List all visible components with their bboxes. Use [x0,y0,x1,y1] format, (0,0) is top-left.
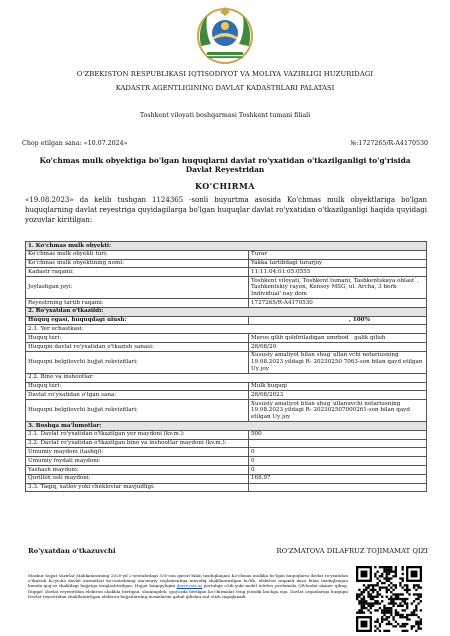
document-number: №:1727265/R-A4170530 [350,140,428,147]
table-row: 3.3. Taqiq, xatlov yoki cheklovlar mavjudligi: [26,483,427,492]
table-row: Huquq turi: Meros qilib qoldiriladigan umrbod galik qilish [26,334,427,343]
table-row: Umumiy maydoni (tashqi): 0 [26,448,427,457]
table-row: Joylashgan joyi: Toshkent viloyati, Toshkent tumani, Tashkentskaya oblast`, Tashkentskiy rayon, Kensoy MSG, ul. Archa, 3 berk Individual' nay dom [26,277,427,299]
table-row: Huquqni davlat ro'yxatidan o'tkazish sanasi: 28/08/20 [26,343,427,352]
print-date: Chop etilgan sana: «10.07.2024» [22,140,128,147]
registry-table [25,241,427,492]
table-row: Reyestrning tartib raqami: 1727265/R-A4170530 [26,299,427,308]
section-1-header: 1. Ko'chmas mulk obyekti: [26,242,427,251]
table-row: Huquqni belgilovchi hujjat rekvizitlari: Xususiy amaliyot bilan shug`ullan vchi notariusning 19.08.2023 yildagi R- 20230250 7063-son bilan qayd etilgan Uy joy ` [26,351,427,373]
section-3-header: 3. Boshqa ma'lumotlar: [26,422,427,431]
table-row: Huquq egasi, huquqdagi ulush: , 100% [26,316,427,325]
subsection-2-2: 2.2. Bino va inshootlar: [26,373,427,382]
table-row: Huquq turi: Mulk huquqi [26,382,427,391]
footer-notice: Mazkur hujjat Vazirlar Mahkamasining 2020-yil 2-sentabrdagi 535-son qarori bilan tasdiqlangan Ko'chmas mulkka bo'lgan huquqlarni davlat ro'yxatidan o'tkazish bo'yicha davlat xizmatlari ko'rsatishning ma'muriy reglamentiga muvofiq shakllantirilgan bo'lib, elektron raqamli imzo bilan tasdiqlangan hamda qog'oz shakldagi hujjatga tenglashtirilgan. Hujjat haqiqiyligini davreestr.uz portaliga o'tib yoki mobil telefon yordamida QR-kodni skaner qiling. Diqqat! Davlat reyestridan elektron shaklda berilgan, shuningdek, qog'ozda berilgan ko'chirmalar teng yuridik kuchga ega. Davlat organlariga huquqni Davlat reyestridan shakllantirilgan elektron hujjatlarning nusxalarini qabul qilishni rad etish taqiqlanadi. [28,573,348,599]
org-line-1: O'ZBEKISTON RESPUBLIKASI IQTISODIYOT VA MOLIYA VAZIRLIGI HUZURIDAGI [76,70,374,78]
branch-name: Toshkent viloyati boshqarmasi Toshkent tumani filiali [139,112,311,119]
table-row: 3.1. Davlat ro'yxatidan o'tkazilgan yer maydoni (kv.m.): 500 [26,430,427,439]
qr-code-icon [356,566,422,632]
document-subtitle: KO'CHIRMA [194,181,256,191]
verification-link[interactable]: davreestr.uz [176,583,203,589]
table-row: Kadastr raqami: 11:11:04:01:05:0555 [26,268,427,277]
org-line-2: KADASTR AGENTLIGINING DAVLAT KADASTRLARI PALATASI [115,84,335,92]
table-row: Qurilish osti maydoni: 168.97 [26,474,427,483]
document-title: Ko'chmas mulk obyektiga bo'lgan huquqlarni davlat ro'yxatidan o'tkazilganligi to'g'risida Davlat Reyestridan [39,156,411,174]
registrar-name: RO'ZMATOVA DILAFRUZ TOJIMAMAT QIZI [276,547,428,555]
registrar-label: Ro'yxatdan o'tkazuvchi [28,547,116,555]
table-row: Ko'chmas mulk obyektining nomi: Yakka tartibdagi turarjoy [26,259,427,268]
section-2-header: 2. Ro'yxatdan o'tkazildi: [26,307,427,316]
table-row: Umumiy foydali maydoni: 0 [26,457,427,466]
intro-paragraph: «19.08.2023» da kelib tushgan 1124365 -sonli buyurtma asosida Ko'chmas mulk obyektlariga bo'lgan huquqlarning davlat reyestriga quyidagilarga bo'lgan huquqlar davlat ro'yxatidan o'tkazilganligi haqida quyidagi yozuvlar kiritilgan: [25,196,427,224]
table-row: Davlat ro'yxatidan o'tgan sana: 28/08/2023 [26,391,427,400]
state-emblem-icon [193,6,257,66]
table-row: Huquqni belgilovchi hujjat rekvizitlari: Xususiy amaliyot bilan shug`ullanuvchi notariusning 19.08.2023 yildagi R- 202302507000261-son bilan qayd etilgan Uy joy ` [26,400,427,422]
subsection-2-1: 2.1. Yer uchastkasi: [26,325,427,334]
table-row: Yashash maydoni: 0 [26,465,427,474]
table-row: Ko'chmas mulk obyekti turi: Turar [26,250,427,259]
table-row: 3.2. Davlat ro'yxatidan o'tkazilgan bino va inshootlar maydoni (kv.m.): [26,439,427,448]
